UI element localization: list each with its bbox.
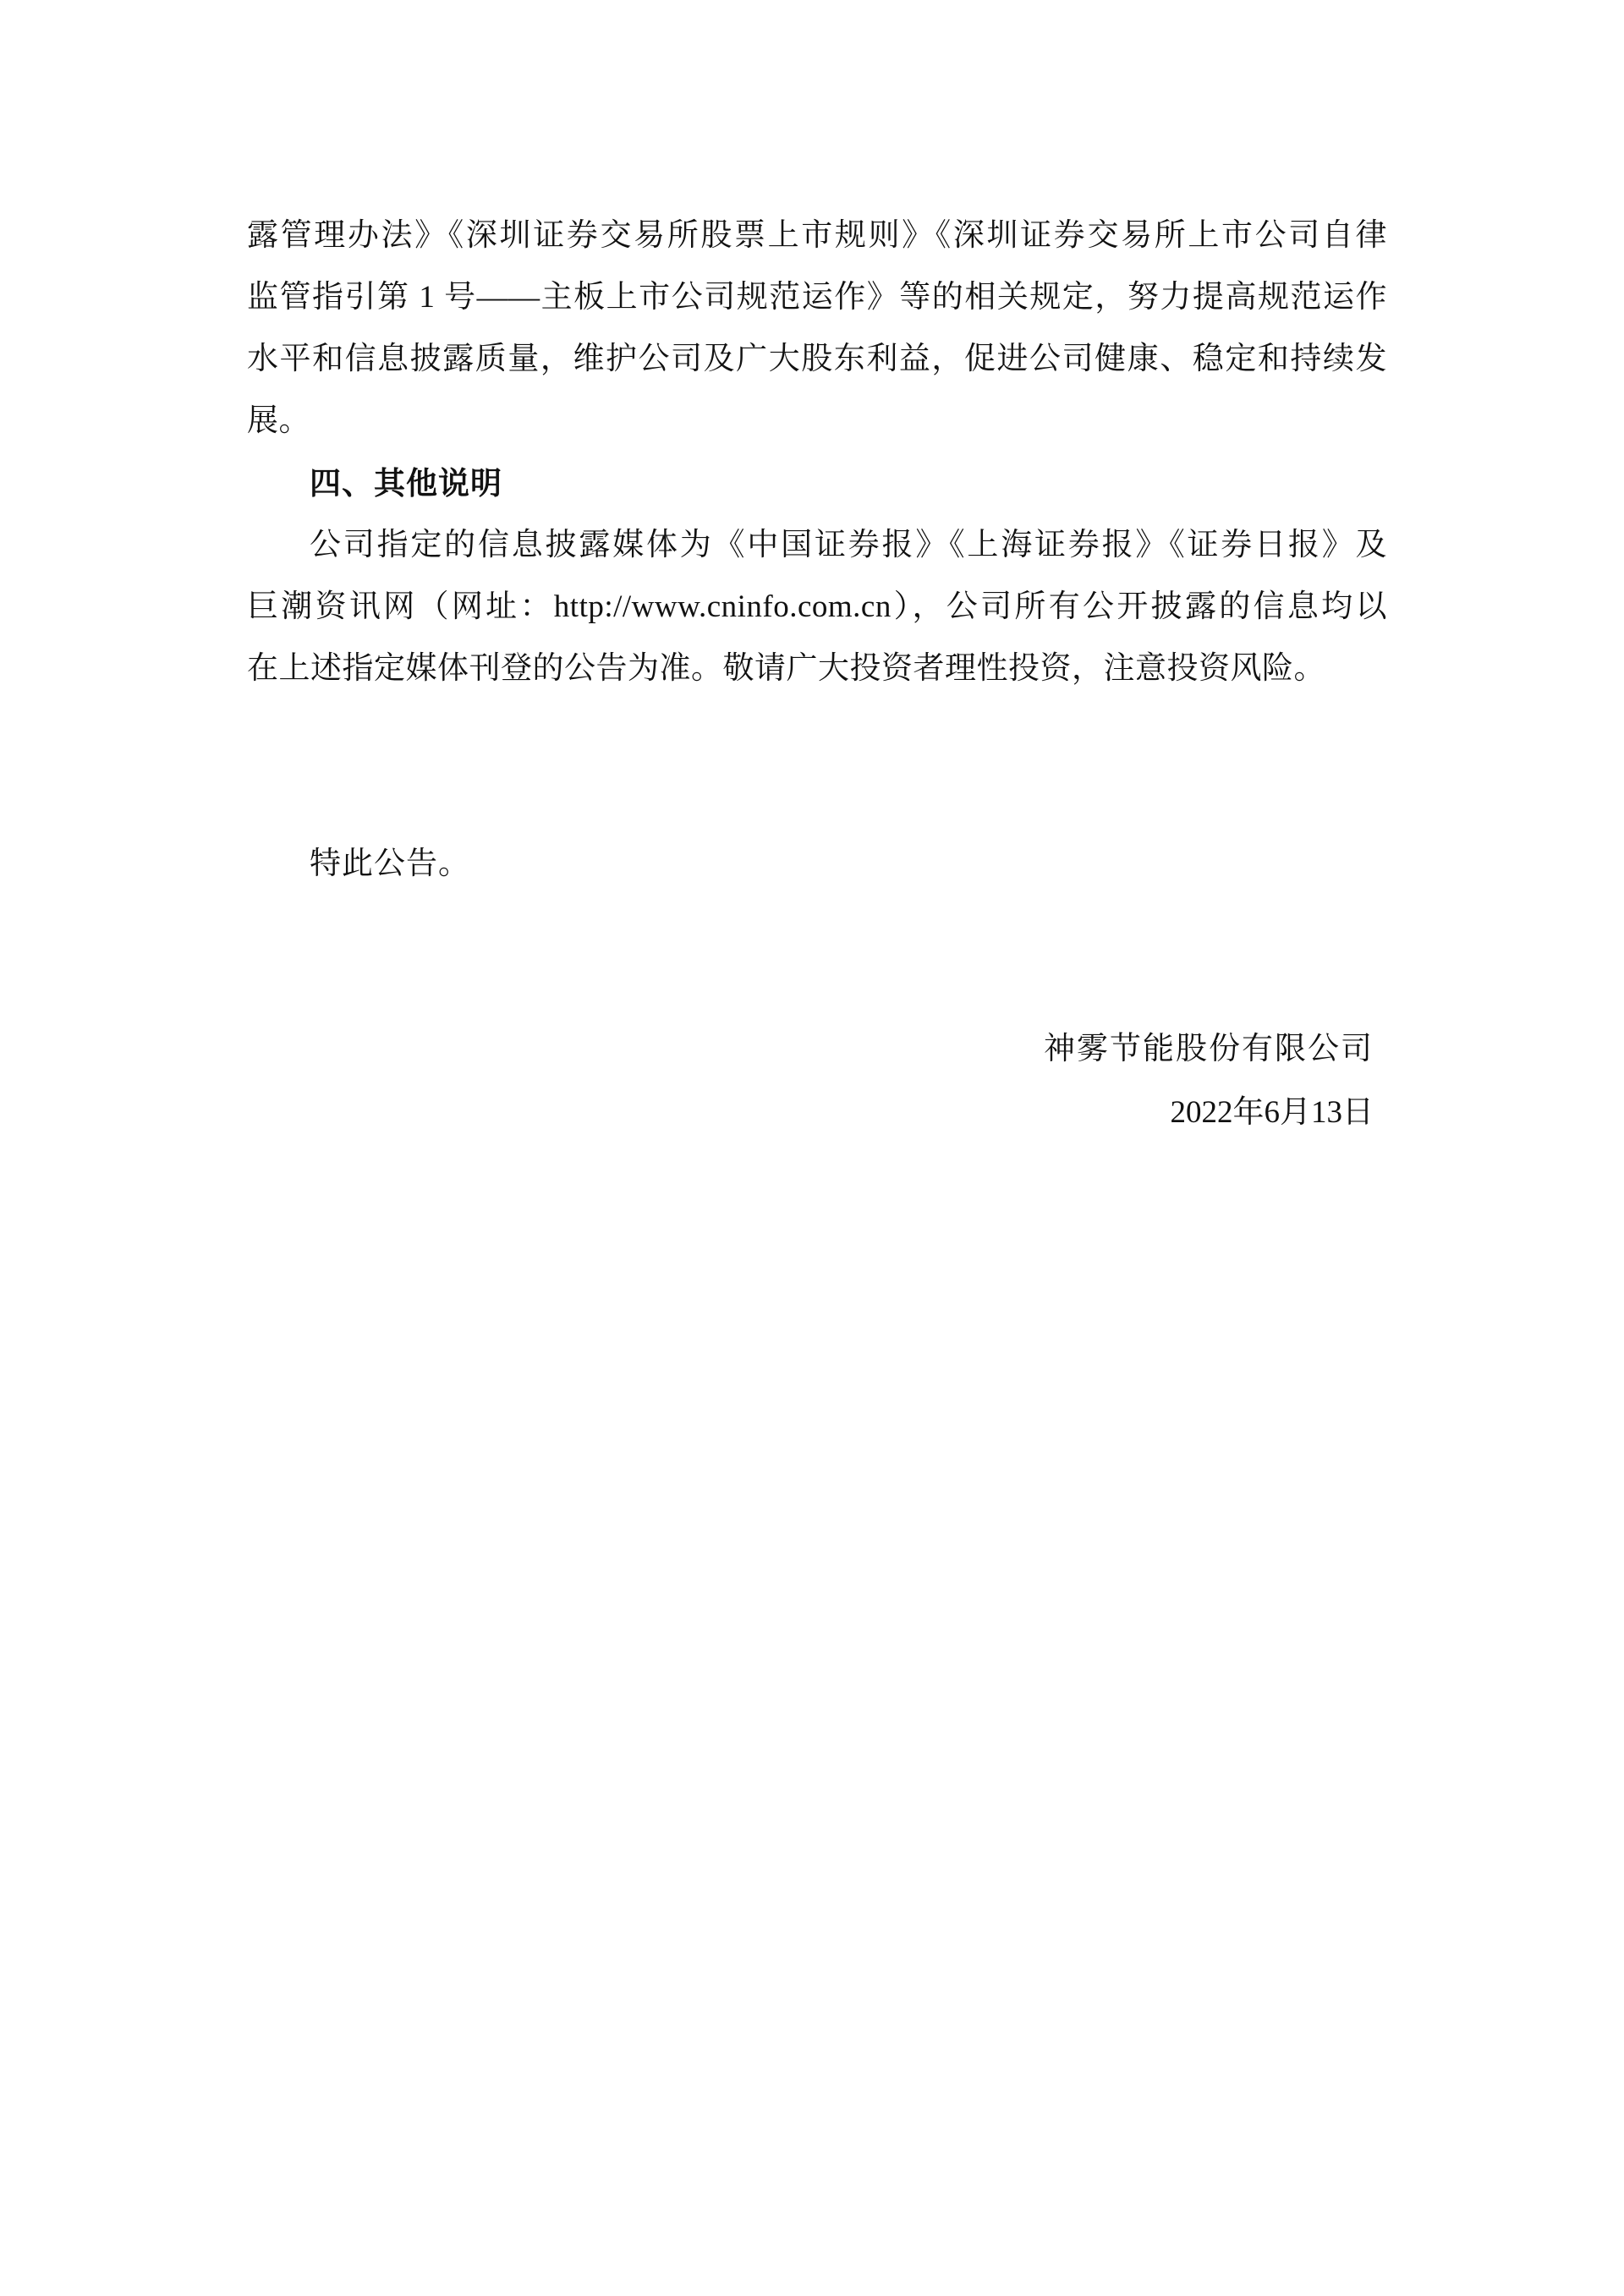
text-line: 监管指引第 1 号——主板上市公司规范运作》等的相关规定，努力提高规范运作 <box>247 280 1387 315</box>
closing-statement: 特此公告。 <box>310 847 470 881</box>
paragraph-other-notes <box>247 514 1387 699</box>
signature-block <box>1044 1017 1374 1144</box>
text-line: 在上述指定媒体刊登的公告为准。敬请广大投资者理性投资，注意投资风险。 <box>247 651 1325 686</box>
signature-date: 2022年6月13日 <box>1170 1095 1374 1130</box>
text-line: 展。 <box>247 403 310 438</box>
paragraph-regulations-continued <box>247 205 1387 452</box>
company-name: 神雾节能股份有限公司 <box>1044 1032 1374 1066</box>
text-line: 公司指定的信息披露媒体为《中国证券报》《上海证券报》《证券日报》及 <box>310 528 1387 562</box>
text-line: 露管理办法》《深圳证券交易所股票上市规则》《深圳证券交易所上市公司自律 <box>247 218 1387 253</box>
text-line: 水平和信息披露质量，维护公司及广大股东利益，促进公司健康、稳定和持续发 <box>247 342 1387 376</box>
section-heading-other-notes: 四、其他说明 <box>310 465 502 501</box>
text-line-with-website: 巨潮资讯网（网址：http://www.cninfo.com.cn），公司所有公开披露的信息均以 <box>247 589 1387 624</box>
